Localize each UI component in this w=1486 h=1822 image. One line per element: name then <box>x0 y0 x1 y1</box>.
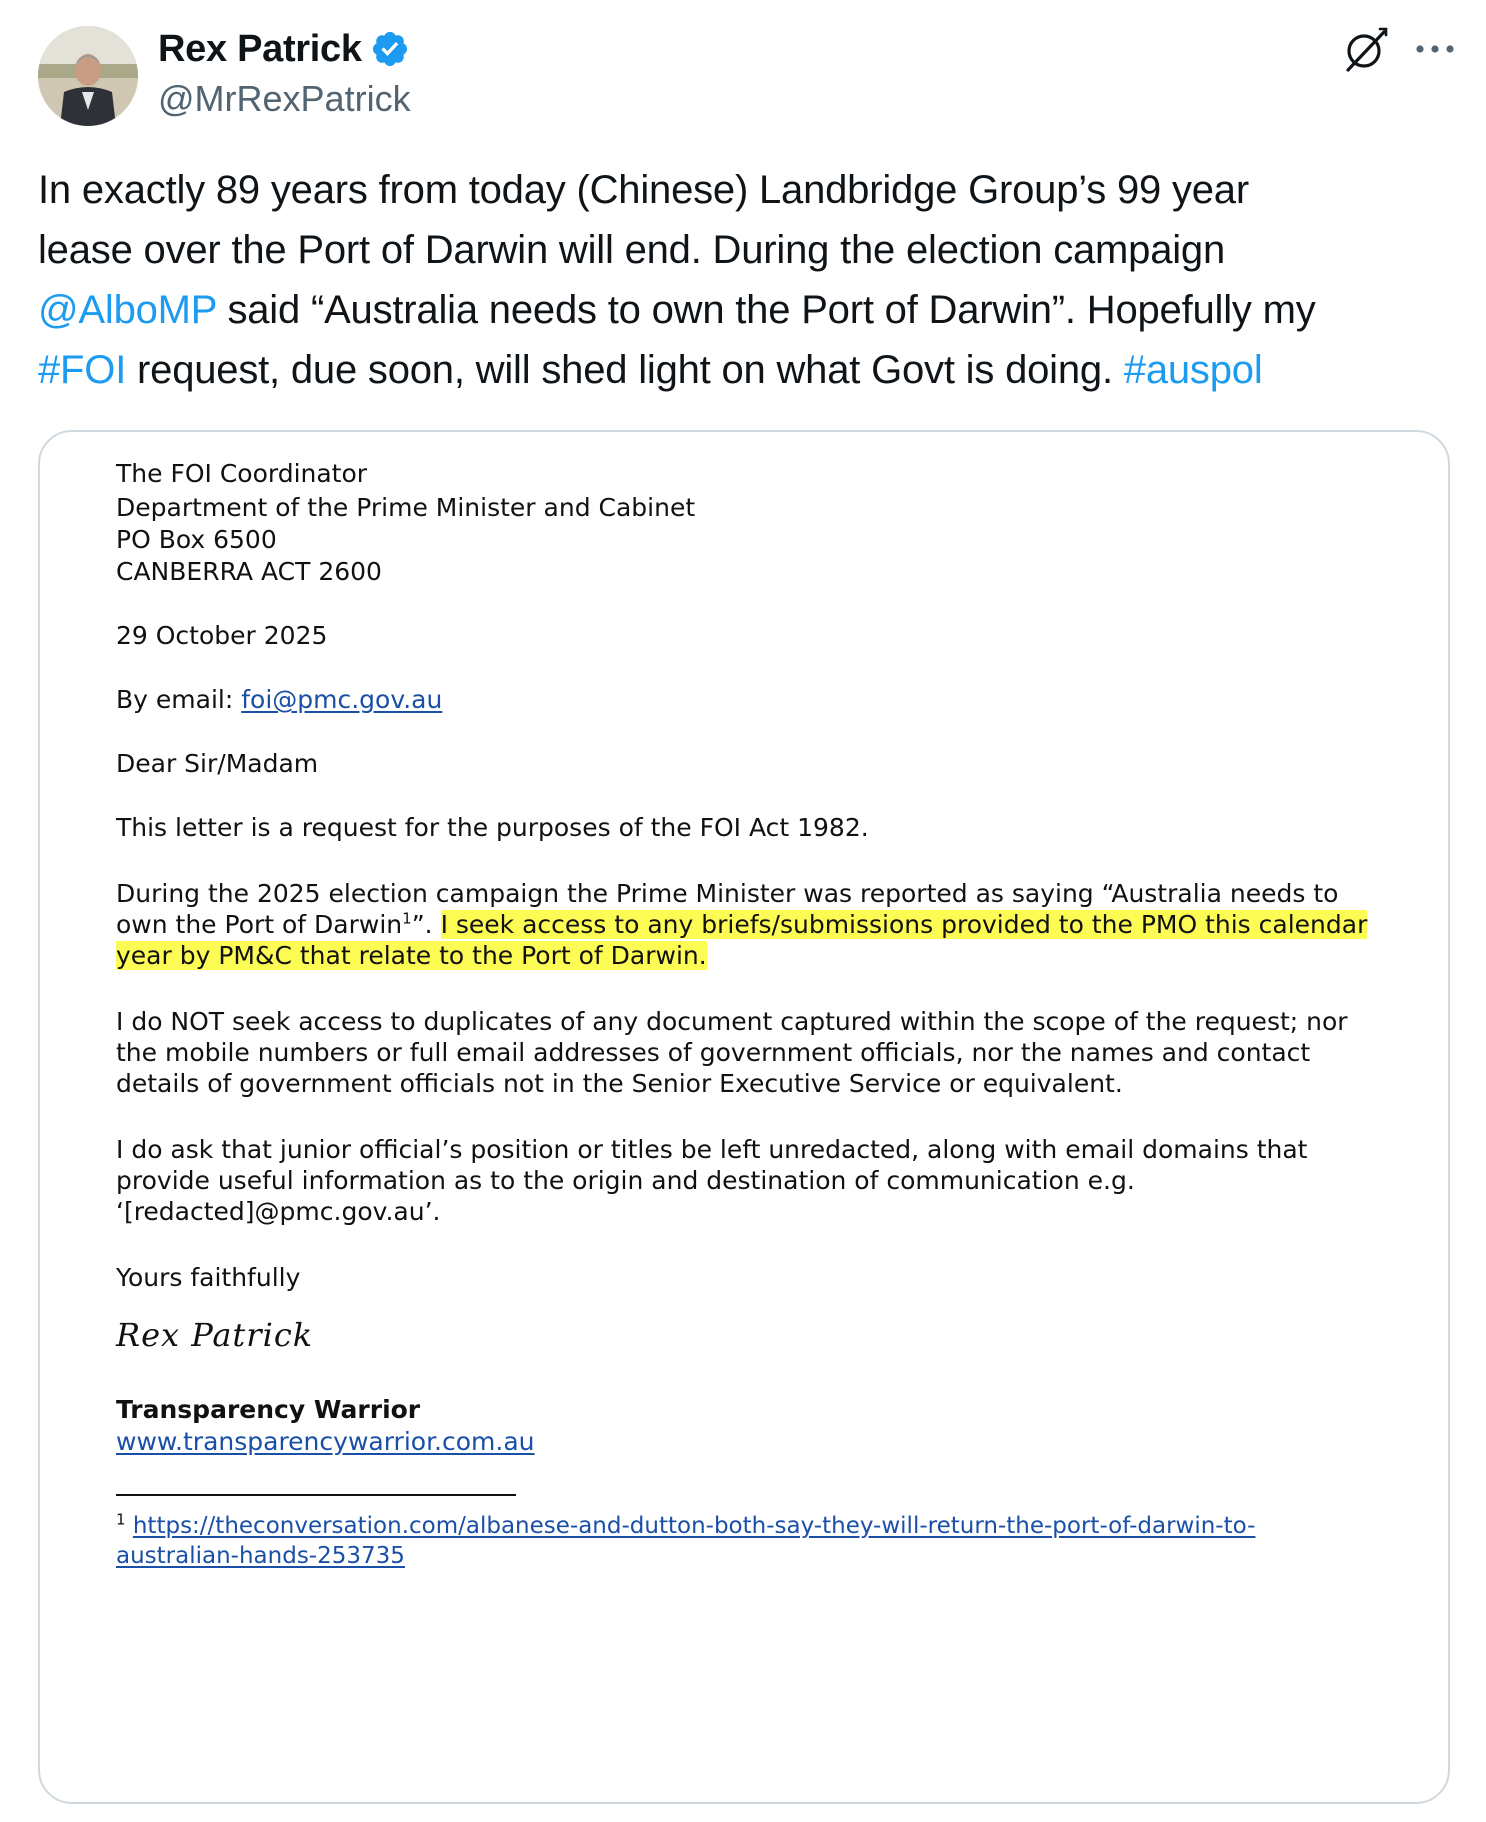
tweet-text-segment: In exactly 89 years from today (Chinese) Landbridge Group’s 99 year <box>38 168 1249 212</box>
letter-address-line-3: PO Box 6500 <box>116 525 277 554</box>
tweet-text-segment: lease over the Port of Darwin will end. During the election campaign <box>38 228 1226 272</box>
footnote-divider <box>116 1494 516 1496</box>
letter-signature: Rex Patrick <box>116 1316 314 1354</box>
letter-para2-line-1: I do NOT seek access to duplicates of any document captured within the scope of the request; nor <box>116 1007 1348 1036</box>
letter-para3-line-2: provide useful information as to the origin and destination of communication e.g. <box>116 1166 1135 1195</box>
tweet-text <box>38 160 1458 400</box>
author-name-row[interactable] <box>158 26 410 72</box>
letter-para1-plain: own the Port of Darwin <box>116 910 403 939</box>
tweet-line-2 <box>38 220 1458 280</box>
tweet-line-4 <box>38 340 1458 400</box>
letter-para2-line-2: the mobile numbers or full email addresses of government officials, nor the names and contact <box>116 1038 1311 1067</box>
more-options-icon[interactable] <box>1412 36 1458 62</box>
letter-address-line-4: CANBERRA ACT 2600 <box>116 557 382 586</box>
verified-badge-icon[interactable] <box>370 29 410 69</box>
footnote-line-2 <box>116 1538 405 1574</box>
avatar-image <box>38 26 138 126</box>
tweet-text-segment: request, due soon, will shed light on what Govt is doing. <box>126 348 1124 392</box>
letter-para1-line-3 <box>116 938 707 974</box>
tweet-media-image[interactable] <box>38 430 1450 1804</box>
letter-address-line-1: The FOI Coordinator <box>116 459 368 488</box>
letter-para3-line-3: ‘[redacted]@pmc.gov.au’. <box>116 1197 441 1226</box>
letter-para1-line-1: During the 2025 election campaign the Prime Minister was reported as saying “Australia needs to <box>116 879 1339 908</box>
hashtag-foi-link[interactable]: #FOI <box>38 348 127 392</box>
letter-email-label: By email: <box>116 685 242 714</box>
letter-salutation: Dear Sir/Madam <box>116 749 319 778</box>
footnote-mark: 1 <box>402 909 412 928</box>
mention-albomp-link[interactable]: @AlboMP <box>38 288 217 332</box>
letter-email-link: foi@pmc.gov.au <box>241 685 443 714</box>
letter-email-line <box>116 682 442 718</box>
letter-address-line-2: Department of the Prime Minister and Cabinet <box>116 493 696 522</box>
footnote-url-continued: australian-hands-253735 <box>116 1543 405 1569</box>
footnote-url: https://theconversation.com/albanese-and-dutton-both-say-they-will-return-the-port-of-darwin-to- <box>132 1513 1256 1539</box>
highlighted-request-text: I seek access to any briefs/submissions provided to the PMO this calendar <box>440 910 1368 939</box>
letter-website-link: www.transparencywarrior.com.au <box>116 1427 535 1456</box>
tweet-line-1 <box>38 160 1458 220</box>
letter-date: 29 October 2025 <box>116 621 328 650</box>
footnote-number: 1 <box>116 1510 126 1529</box>
letter-org-name: Transparency Warrior <box>116 1395 421 1424</box>
letter-para1-after-mark: ”. <box>411 910 441 939</box>
highlighted-request-text-continued: year by PM&C that relate to the Port of Darwin. <box>116 941 707 970</box>
letter-para3-line-1: I do ask that junior official’s position or titles be left unredacted, along with email domains that <box>116 1135 1308 1164</box>
author-handle[interactable]: @MrRexPatrick <box>158 78 411 119</box>
letter-closing: Yours faithfully <box>116 1263 301 1292</box>
letter-para2-line-3: details of government officials not in the Senior Executive Service or equivalent. <box>116 1069 1123 1098</box>
grok-icon[interactable] <box>1340 24 1392 76</box>
tweet-line-3 <box>38 280 1458 340</box>
tweet-text-segment: said “Australia needs to own the Port of Darwin”. Hopefully my <box>216 288 1316 332</box>
letter-intro: This letter is a request for the purposes of the FOI Act 1982. <box>116 813 869 842</box>
author-display-name[interactable]: Rex Patrick <box>158 27 362 70</box>
hashtag-auspol-link[interactable]: #auspol <box>1123 348 1263 392</box>
avatar[interactable] <box>38 26 138 126</box>
